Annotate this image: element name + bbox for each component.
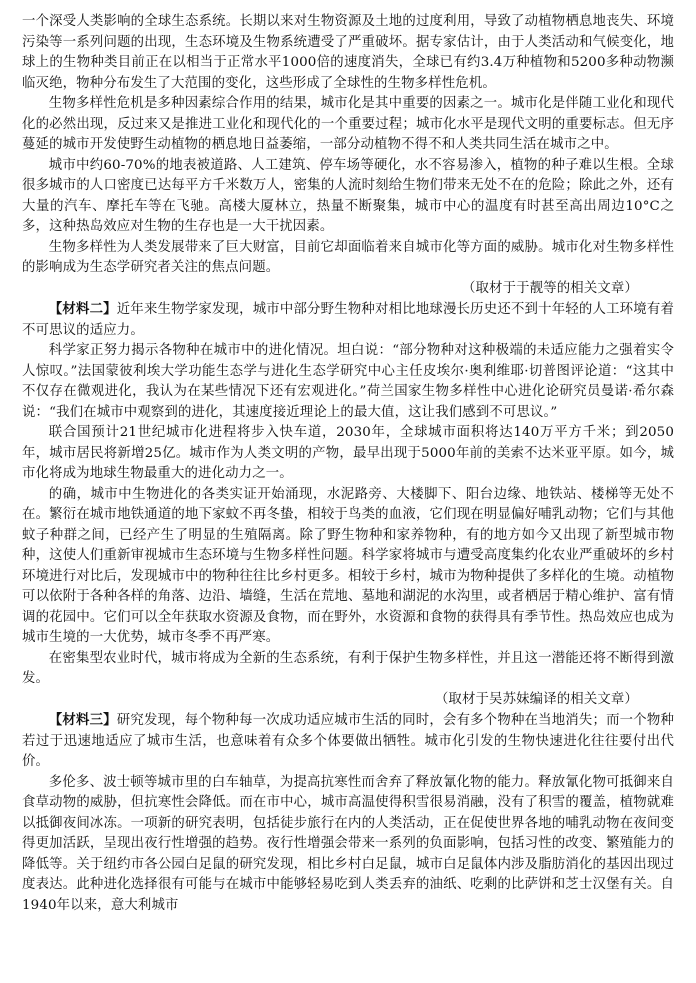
source-citation xyxy=(22,279,674,300)
body-paragraph xyxy=(22,710,674,773)
body-paragraph xyxy=(22,341,674,423)
paragraph-text: 在密集型农业时代，城市将成为全新的生态系统，有利于保护生物多样性，并且这一潜能还将不断得到激发。 xyxy=(22,650,674,686)
material-label: 【材料三】 xyxy=(48,712,117,728)
body-paragraph xyxy=(22,773,674,917)
body-paragraph xyxy=(22,485,674,649)
paragraph-text: （取材于于靓等的相关文章） xyxy=(461,280,638,296)
material-label: 【材料二】 xyxy=(48,301,117,317)
body-paragraph xyxy=(22,156,674,238)
source-citation xyxy=(22,690,674,711)
body-paragraph xyxy=(22,649,674,690)
paragraph-text: 生物多样性危机是多种因素综合作用的结果，城市化是其中重要的因素之一。城市化是伴随工业化和现代化的必然出现，反过来又是推进工业化和现代化的一个重要过程；城市化水平是现代文明的重要标志。但无序蔓延的城市开发使野生动植物的栖息地日益萎缩，一部分动植物不得不和人类共同生活在城市之中。 xyxy=(22,96,674,152)
paragraph-text: 近年来生物学家发现，城市中部分野生物种对相比地球漫长历史还不到十年轻的人工环境有着不可思议的适应力。 xyxy=(22,302,674,338)
paragraph-text: （取材于吴苏妹编译的相关文章） xyxy=(434,691,638,707)
body-paragraph xyxy=(22,423,674,485)
body-paragraph xyxy=(22,238,674,279)
paragraph-text: 科学家正努力揭示各物种在城市中的进化情况。坦白说：“部分物种对这种极端的未适应能力之强着实令人惊叹。”法国蒙彼利埃大学功能生态学与进化生态学研究中心主任皮埃尔·奥利维耶·切普图评论道：“这其中不仅存在微观进化，我认为在某些情况下还有宏观进化。”荷兰国家生物多样性中心进化论研究员曼诺·希尔森说：“我们在城市中观察到的进化，其速度接近理论上的最大值，这让我们感到不可思议。” xyxy=(22,343,674,420)
paragraph-text: 的确，城市中生物进化的各类实证开始涌现，水泥路旁、大楼脚下、阳台边缘、地铁站、楼梯等无处不在。繁衍在城市地铁通道的地下家蚊不再冬蛰，相较于鸟类的血液，它们现在明显偏好哺乳动物；它们与其他蚊子种群之间，已经产生了明显的生殖隔离。除了野生物种和家养物种，有的地方如今又出现了新型城市物种，这使人们重新审视城市生态环境与生物多样性问题。科学家将城市与遭受高度集约化农业严重破坏的乡村环境进行对比后，发现城市中的物种往往比乡村更多。相较于乡村，城市为物种提供了多样化的生境。动植物可以依附于各种各样的角落、边沿、墙缝，生活在荒地、墓地和湖泥的水沟里，或者栖居于精心维护、富有情调的花园中。它们可以全年获取水资源及食物，而在野外，水资源和食物的获得具有季节性。热岛效应也成为城市生境的一大优势，城市冬季不再严寒。 xyxy=(22,486,674,645)
body-paragraph xyxy=(22,299,674,341)
paragraph-text: 生物多样性为人类发展带来了巨大财富，目前它却面临着来自城市化等方面的威胁。城市化对生物多样性的影响成为生态学研究者关注的焦点问题。 xyxy=(22,239,674,275)
body-paragraph xyxy=(22,12,674,94)
body-paragraph xyxy=(22,94,674,156)
paragraph-text: 联合国预计21世纪城市化进程将步入快车道，2030年，全球城市面积将达140万平方千米；到2050年，城市居民将新增25亿。城市作为人类文明的产物，最早出现于5000年前的美索不达米亚平原。如今，城市化将成为地球生物最重大的进化动力之一。 xyxy=(22,425,674,481)
paragraph-text: 多伦多、波士顿等城市里的白车轴草，为提高抗寒性而舍弃了释放氰化物的能力。释放氰化物可抵御来自食草动物的威胁，但抗寒性会降低。而在市中心，城市高温使得积雪很易消融，没有了积雪的覆盖，植物就难以抵御夜间冰冻。一项新的研究表明，包括徒步旅行在内的人类活动，正在促使世界各地的哺乳动物在夜间变得更加活跃，呈现出夜行性增强的趋势。夜行性增强会带来一系列的负面影响，包括习性的改变、繁殖能力的降低等。关于纽约市各公园白足鼠的研究发现，相比乡村白足鼠，城市白足鼠体内涉及脂肪消化的基因出现过度表达。此种进化选择很有可能与在城市中能够轻易吃到人类丢弃的油纸、吃剩的比萨饼和芝士汉堡有关。自1940年以来，意大利城市 xyxy=(22,774,674,913)
paragraph-text: 一个深受人类影响的全球生态系统。长期以来对生物资源及土地的过度利用，导致了动植物栖息地丧失、环境污染等一系列问题的出现，生态环境及生物系统遭受了严重破坏。据专家估计，由于人类活动和气候变化，地球上的生物种类目前正在以相当于正常水平1000倍的速度消失，全球已有约3.4万种植物和5200多种动物濒临灭绝，物种分布发生了大范围的变化，这些形成了全球性的生物多样性危机。 xyxy=(22,14,674,91)
paragraph-text: 研究发现，每个物种每一次成功适应城市生活的同时，会有多个物种在当地消失；而一个物种若过于迅速地适应了城市生活，也意味着有众多个体要做出牺牲。城市化引发的生物快速进化往往要付出代价。 xyxy=(22,713,674,769)
paragraph-text: 城市中约60-70%的地表被道路、人工建筑、停车场等硬化，水不容易渗入，植物的种子难以生根。全球很多城市的人口密度已达每平方千米数万人，密集的人流时刻给生物们带来无处不在的危险；除此之外，还有大量的汽车、摩托车等在飞驰。高楼大厦林立，热量不断聚集，城市中心的温度有时甚至高出周边10°C之多，这种热岛效应对生物的生存也是一大干扰因素。 xyxy=(22,157,674,234)
